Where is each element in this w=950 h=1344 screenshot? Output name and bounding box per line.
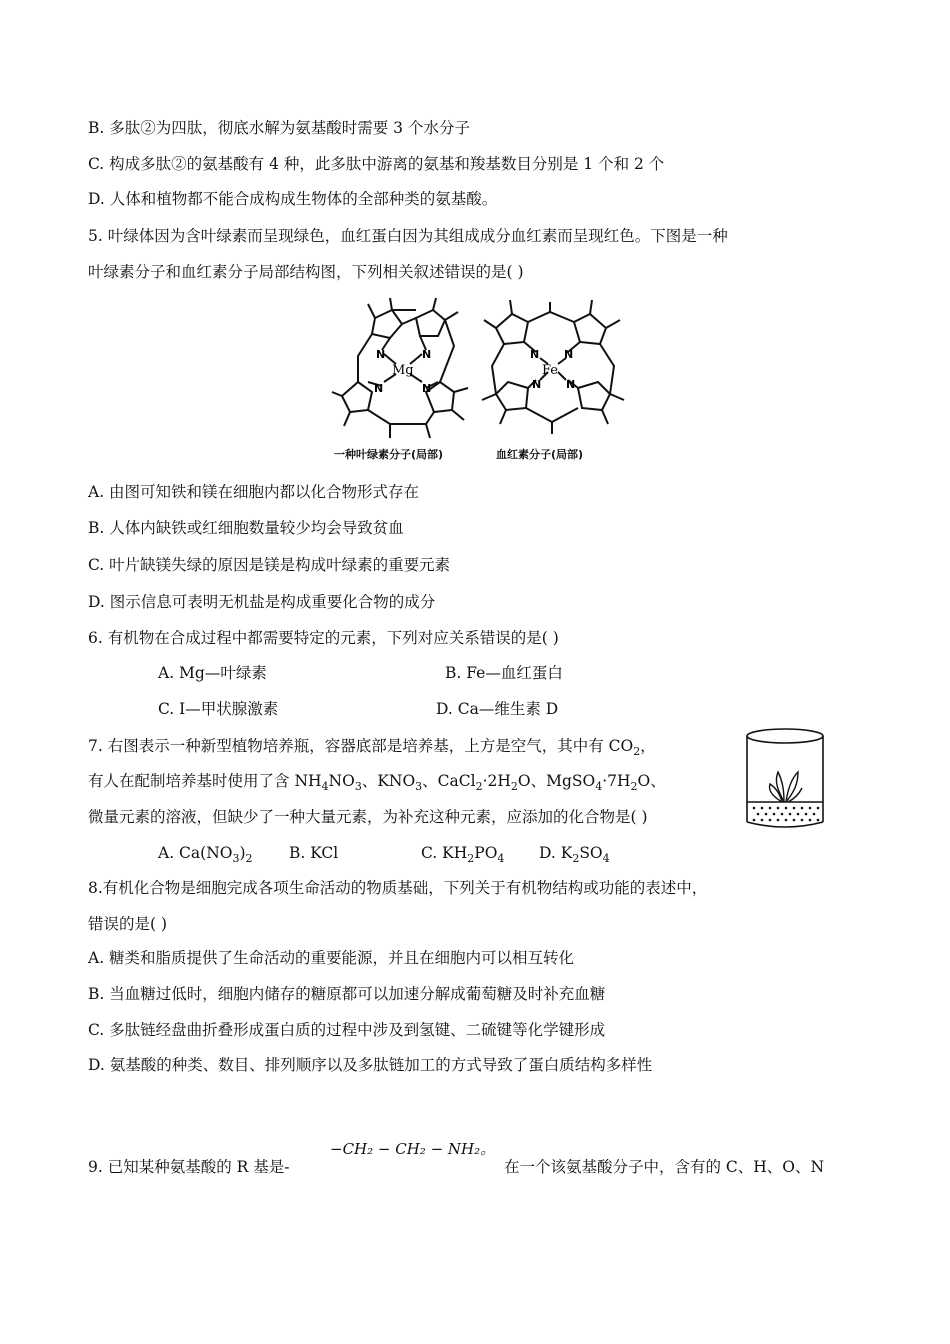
q5-option-b: B. 人体内缺铁或红细胞数量较少均会导致贫血 [88,519,404,537]
q8-option-b: B. 当血糖过低时，细胞内储存的糖原都可以加速分解成葡萄糖及时补充血糖 [88,985,606,1003]
q4-option-c: C. 构成多肽②的氨基酸有 4 种，此多肽中游离的氨基和羧基数目分别是 1 个和 2 个 [88,155,665,173]
q7-option-d: D. $K_2SO_4$ [539,844,610,866]
svg-text:N: N [566,378,576,391]
q7-stem-line1: 7. 右图表示一种新型植物培养瓶，容器底部是培养基，上方是空气，其中有 $CO_2$， [88,737,656,759]
q5-option-d: D. 图示信息可表明无机盐是构成重要化合物的成分 [88,593,436,611]
n-label: N [376,348,386,361]
svg-text:N: N [530,348,540,361]
svg-text:N: N [374,382,384,395]
q4-option-b: B. 多肽②为四肽，彻底水解为氨基酸时需要 3 个水分子 [88,119,470,137]
q4-option-d: D. 人体和植物都不能合成构成生物体的全部种类的氨基酸。 [88,190,498,208]
svg-text:N: N [422,382,432,395]
caption-heme: 血红素分子(局部) [496,448,584,461]
q5-option-a: A. 由图可知铁和镁在细胞内都以化合物形式存在 [88,483,420,501]
r-group-formula: −CH₂ − CH₂ − NH₂。 [330,1140,496,1158]
heme-structure-diagram [478,296,628,441]
q8-option-a: A. 糖类和脂质提供了生命活动的重要能源，并且在细胞内可以相互转化 [88,949,575,967]
culture-bottle-illustration [742,726,828,834]
q8-option-d: D. 氨基酸的种类、数目、排列顺序以及多肽链加工的方式导致了蛋白质结构多样性 [88,1056,653,1074]
q7-option-a: A. $Ca(NO_3)_2$ [158,844,253,866]
q6-option-a: A. Mg—叶绿素 [158,664,267,682]
q8-stem-line1: 8.有机化合物是细胞完成各项生命活动的物质基础，下列关于有机物结构或功能的表述中， [88,879,708,897]
q9-stem-end: 在一个该氨基酸分子中，含有的 C、H、O、N [504,1158,825,1176]
q6-stem: 6. 有机物在合成过程中都需要特定的元素，下列对应关系错误的是( ) [88,629,559,647]
caption-chlorophyll: 一种叶绿素分子(局部) [334,448,444,461]
svg-text:N: N [422,348,432,361]
q8-option-c: C. 多肽链经盘曲折叠形成蛋白质的过程中涉及到氢键、二硫键等化学键形成 [88,1021,606,1039]
q5-figure [330,296,630,468]
q6-option-b: B. Fe—血红蛋白 [445,664,563,682]
q7-stem-line2: 有人在配制培养基时使用了含 $NH_4NO_3$、$KNO_3$、$CaCl_2\cdot 2H_2O$、$MgSO_4\cdot 7H_2O$、 [88,772,666,794]
plant-icon [770,772,803,802]
q5-stem-line2: 叶绿素分子和血红素分子局部结构图，下列相关叙述错误的是( ) [88,263,524,281]
q7-option-b: B. KCl [289,844,339,862]
chlorophyll-structure-diagram [330,296,475,441]
svg-text:N: N [532,378,542,391]
fe-atom-label: Fe [542,363,559,378]
q5-stem-line1: 5. 叶绿体因为含叶绿素而呈现绿色，血红蛋白因为其组成成分血红素而呈现红色。下图是一种 [88,227,728,245]
q7-stem-line3: 微量元素的溶液，但缺少了一种大量元素，为补充这种元素，应添加的化合物是( ) [88,808,648,826]
q6-option-c: C. I—甲状腺激素 [158,700,279,718]
mg-atom-label: Mg [392,363,414,378]
q7-option-c: C. $KH_2PO_4$ [421,844,505,866]
q5-option-c: C. 叶片缺镁失绿的原因是镁是构成叶绿素的重要元素 [88,556,451,574]
q6-option-d: D. Ca—维生素 D [436,700,559,718]
q9-stem-start: 9. 已知某种氨基酸的 R 基是- [88,1158,290,1176]
svg-text:N: N [564,348,574,361]
q8-stem-line2: 错误的是( ) [88,915,168,933]
